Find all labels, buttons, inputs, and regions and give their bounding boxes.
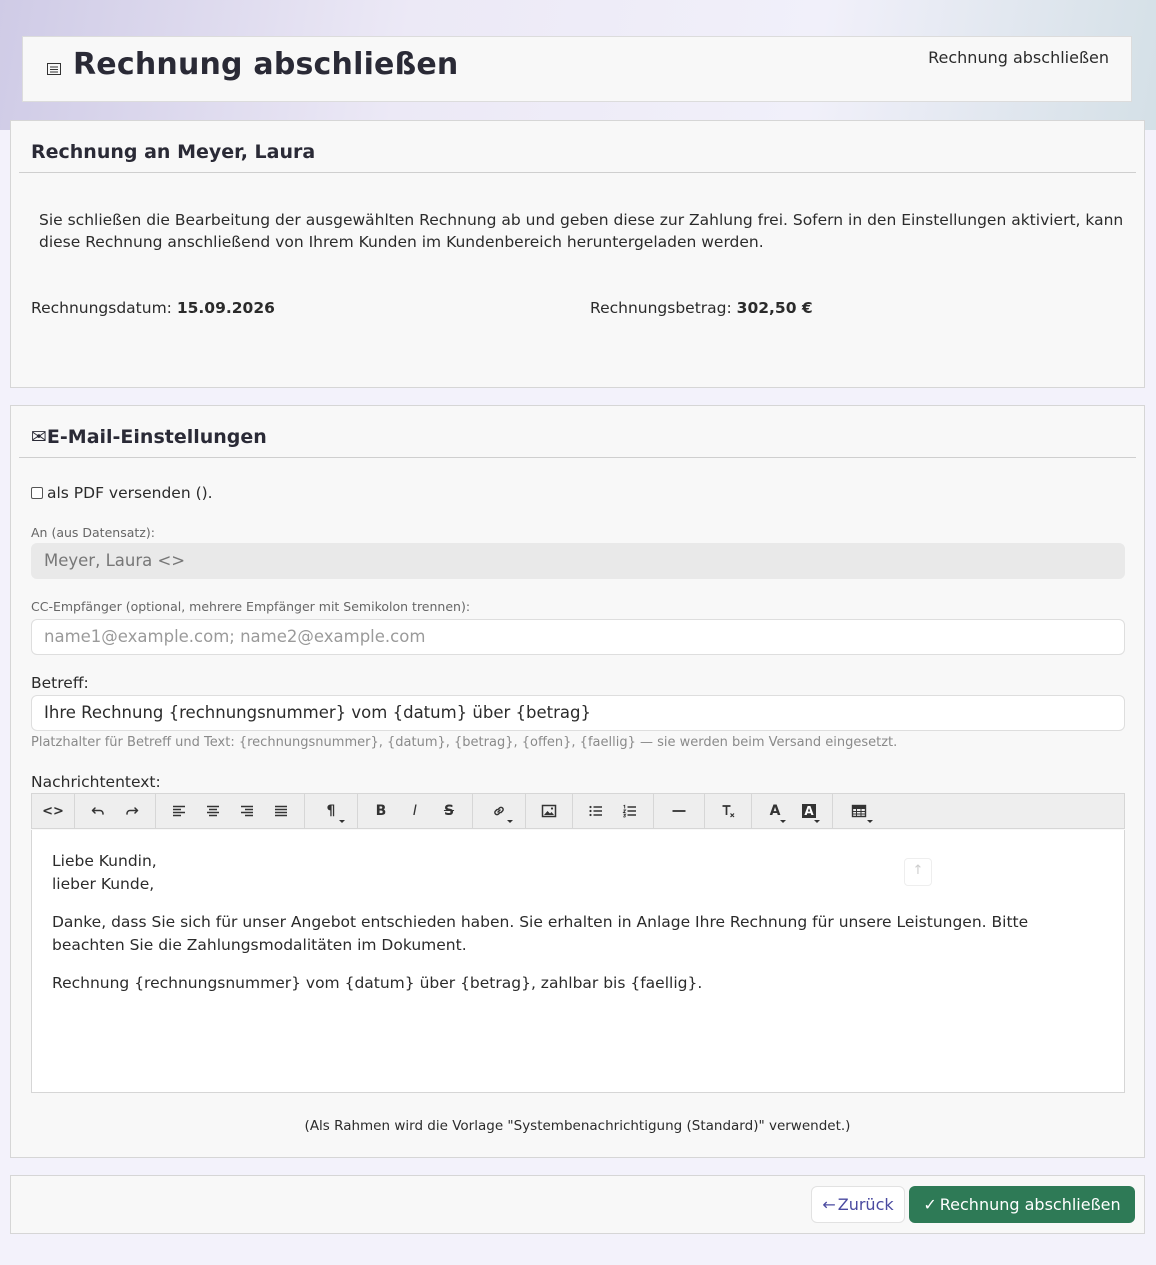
invoice-date-label: Rechnungsdatum: bbox=[31, 299, 172, 317]
action-bar bbox=[10, 1175, 1145, 1234]
align-right-icon bbox=[239, 803, 255, 819]
placeholder-hint: Platzhalter für Betreff und Text: {rechnungsnummer}, {datum}, {betrag}, {offen}, {faellig} — sie werden beim Versand eingesetzt. bbox=[31, 735, 898, 750]
cc-input[interactable]: name1@example.com; name2@example.com bbox=[31, 619, 1125, 655]
align-left-icon bbox=[171, 803, 187, 819]
arrow-left-icon: ← bbox=[822, 1195, 836, 1214]
back-button[interactable] bbox=[811, 1186, 905, 1223]
clear-format-icon bbox=[720, 803, 736, 819]
horizontal-rule-icon bbox=[671, 803, 687, 819]
undo-button[interactable] bbox=[81, 794, 115, 828]
invoice-date bbox=[31, 299, 275, 317]
background-color-button[interactable] bbox=[792, 794, 826, 828]
align-center-button[interactable] bbox=[196, 794, 230, 828]
strikethrough-icon: S bbox=[443, 803, 455, 819]
redo-icon bbox=[124, 803, 140, 819]
numbered-list-icon bbox=[622, 803, 638, 819]
invoice-date-value: 15.09.2026 bbox=[176, 299, 275, 317]
clear-format-button[interactable] bbox=[711, 794, 745, 828]
page-title: Rechnung abschließen bbox=[73, 47, 459, 82]
back-button-label: Zurück bbox=[837, 1195, 894, 1214]
greeting-line-1: Liebe Kundin, bbox=[52, 852, 157, 870]
to-label: An (aus Datensatz): bbox=[31, 525, 155, 540]
paragraph-icon: ¶ bbox=[326, 803, 336, 819]
italic-button[interactable] bbox=[398, 794, 432, 828]
invoice-amount-label: Rechnungsbetrag: bbox=[590, 299, 732, 317]
code-view-button[interactable] bbox=[36, 794, 70, 828]
finish-invoice-button[interactable] bbox=[909, 1186, 1135, 1223]
template-note: (Als Rahmen wird die Vorlage "Systembenachrichtigung (Standard)" verwendet.) bbox=[304, 1118, 851, 1134]
table-icon bbox=[851, 803, 867, 819]
subject-label: Betreff: bbox=[31, 674, 89, 692]
invoice-card-title: Rechnung an Meyer, Laura bbox=[31, 141, 316, 163]
message-paragraph-2: Rechnung {rechnungsnummer} vom {datum} über {betrag}, zahlbar bis {faellig}. bbox=[52, 974, 703, 992]
check-icon: ✓ bbox=[923, 1195, 937, 1214]
message-greeting bbox=[52, 850, 1104, 896]
font-color-icon: A bbox=[769, 803, 781, 819]
align-center-icon bbox=[205, 803, 221, 819]
cc-label: CC-Empfänger (optional, mehrere Empfänger mit Semikolon trennen): bbox=[31, 599, 471, 614]
strikethrough-button[interactable] bbox=[432, 794, 466, 828]
code-icon: <> bbox=[42, 803, 64, 819]
italic-icon: I bbox=[412, 803, 418, 819]
align-justify-icon bbox=[273, 803, 289, 819]
paragraph-style-button[interactable] bbox=[311, 794, 351, 828]
subject-input[interactable]: Ihre Rechnung {rechnungsnummer} vom {datum} über {betrag} bbox=[31, 695, 1125, 731]
intro-text: Sie schließen die Bearbeitung der ausgewählten Rechnung ab und geben diese zur Zahlung frei. Sofern in den Einstellungen aktiviert, kann diese Rechnung anschließend von Ihrem Kunden im Kundenbereich heruntergeladen werden. bbox=[39, 211, 1124, 251]
font-color-button[interactable] bbox=[758, 794, 792, 828]
invoice-amount bbox=[590, 299, 813, 317]
invoice-amount-value: 302,50 € bbox=[736, 299, 813, 317]
pdf-checkbox-label[interactable]: als PDF versenden (). bbox=[47, 484, 213, 502]
to-field: Meyer, Laura <> bbox=[31, 543, 1125, 579]
message-editor[interactable] bbox=[31, 830, 1125, 1093]
background-color-icon: A bbox=[804, 804, 814, 818]
divider bbox=[19, 457, 1136, 458]
link-icon bbox=[491, 803, 507, 819]
numbered-list-button[interactable] bbox=[613, 794, 647, 828]
divider bbox=[19, 172, 1136, 173]
message-paragraph-1: Danke, dass Sie sich für unser Angebot entschieden haben. Sie erhalten in Anlage Ihre Rechnung für unsere Leistungen. Bitte beachten Sie die Zahlungsmodalitäten im Dokument. bbox=[52, 913, 1029, 954]
bold-icon: B bbox=[375, 803, 387, 819]
invoice-card bbox=[10, 120, 1145, 388]
invoice-icon bbox=[47, 63, 61, 75]
horizontal-rule-button[interactable] bbox=[662, 794, 696, 828]
scroll-top-icon[interactable]: ↑ bbox=[904, 858, 932, 886]
email-settings-card bbox=[10, 405, 1145, 1158]
image-icon bbox=[541, 803, 557, 819]
link-button[interactable] bbox=[479, 794, 519, 828]
breadcrumb[interactable]: Rechnung abschließen bbox=[928, 48, 1109, 67]
bullet-list-icon bbox=[588, 803, 604, 819]
greeting-line-2: lieber Kunde, bbox=[52, 875, 155, 893]
table-button[interactable] bbox=[839, 794, 879, 828]
message-label: Nachrichtentext: bbox=[31, 773, 161, 791]
page-header bbox=[22, 36, 1132, 102]
bold-button[interactable] bbox=[364, 794, 398, 828]
align-justify-button[interactable] bbox=[264, 794, 298, 828]
email-settings-title: ✉E-Mail-Einstellungen bbox=[31, 426, 267, 448]
image-button[interactable] bbox=[532, 794, 566, 828]
finish-button-label: Rechnung abschließen bbox=[939, 1195, 1121, 1214]
bullet-list-button[interactable] bbox=[579, 794, 613, 828]
pdf-option bbox=[31, 484, 213, 502]
pdf-checkbox[interactable] bbox=[31, 487, 43, 499]
undo-icon bbox=[90, 803, 106, 819]
editor-toolbar bbox=[31, 793, 1125, 829]
align-right-button[interactable] bbox=[230, 794, 264, 828]
redo-button[interactable] bbox=[115, 794, 149, 828]
align-left-button[interactable] bbox=[162, 794, 196, 828]
